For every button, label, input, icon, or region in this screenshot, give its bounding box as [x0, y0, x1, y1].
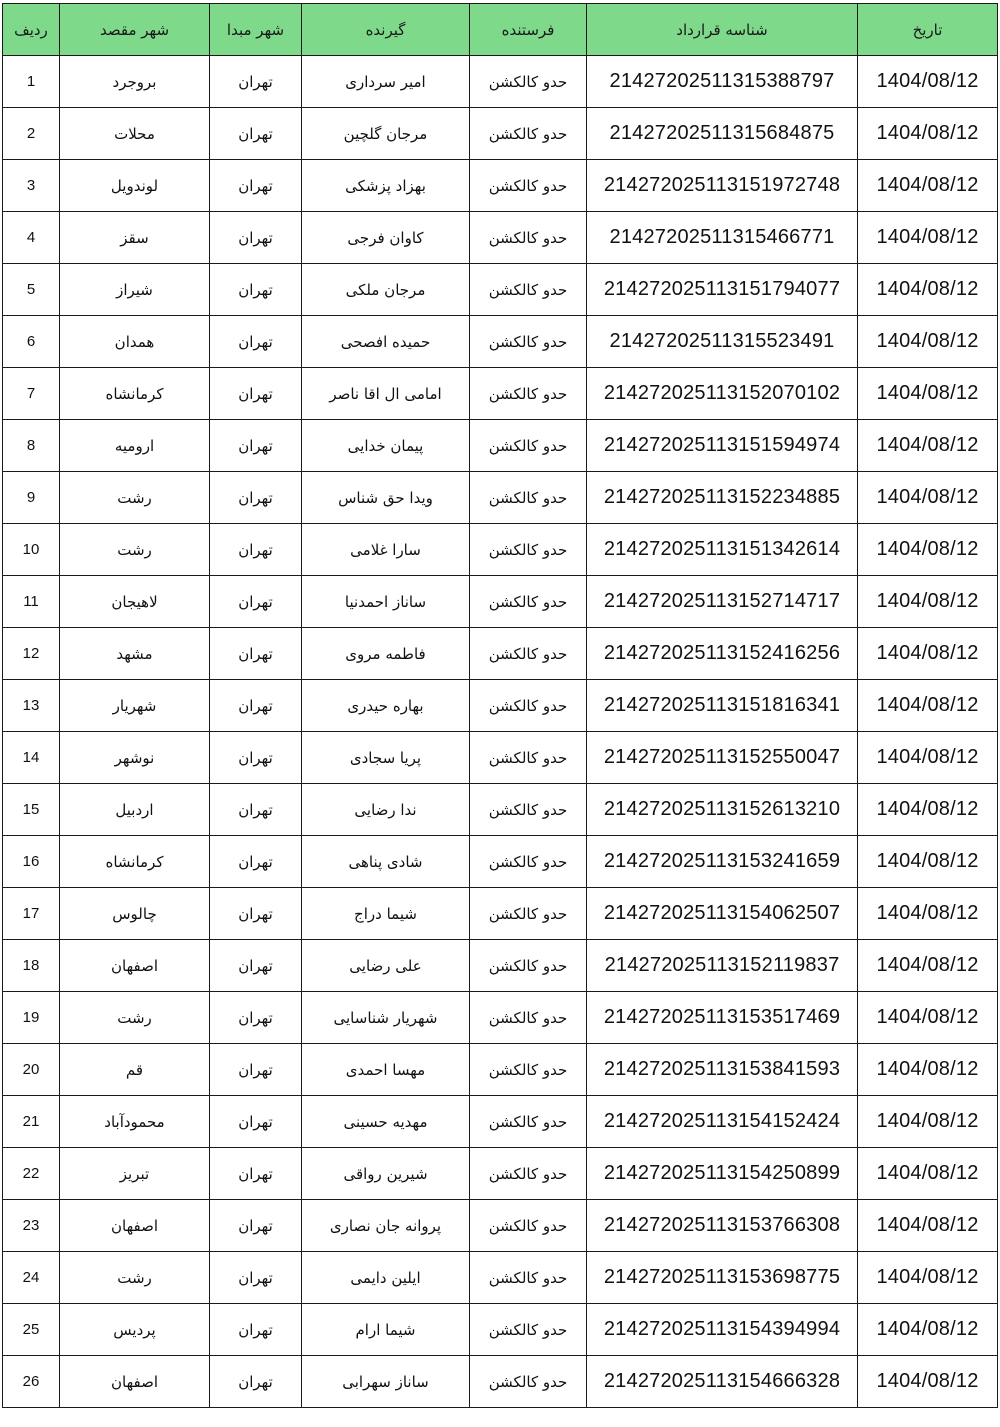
cell-sender-name: حدو کالکشن — [470, 680, 587, 732]
cell-origin-city: تهران — [210, 784, 302, 836]
cell-contract-id: 214272025113151972748 — [587, 160, 858, 212]
cell-receiver-name: امامی ال اقا ناصر — [302, 368, 470, 420]
cell-contract-id: 214272025113153766308 — [587, 1200, 858, 1252]
cell-row-number: 11 — [3, 576, 60, 628]
cell-destination-city: اصفهان — [60, 1200, 210, 1252]
cell-contract-id: 214272025113153698775 — [587, 1252, 858, 1304]
cell-sender-name: حدو کالکشن — [470, 1252, 587, 1304]
cell-origin-city: تهران — [210, 1096, 302, 1148]
cell-row-number: 18 — [3, 940, 60, 992]
cell-destination-city: مشهد — [60, 628, 210, 680]
table-body — [3, 56, 998, 1408]
table-row — [3, 264, 998, 316]
cell-origin-city: تهران — [210, 940, 302, 992]
cell-receiver-name: پیمان خدایی — [302, 420, 470, 472]
cell-contract-id: 214272025113154250899 — [587, 1148, 858, 1200]
table-row — [3, 108, 998, 160]
cell-destination-city: اردبیل — [60, 784, 210, 836]
cell-destination-city: بروجرد — [60, 56, 210, 108]
cell-contract-id: 214272025113152070102 — [587, 368, 858, 420]
cell-receiver-name: پریا سجادی — [302, 732, 470, 784]
table-row — [3, 732, 998, 784]
table-row — [3, 1096, 998, 1148]
cell-origin-city: تهران — [210, 1148, 302, 1200]
cell-receiver-name: شهریار شناسایی — [302, 992, 470, 1044]
cell-sender-name: حدو کالکشن — [470, 628, 587, 680]
cell-contract-id: 21427202511315466771 — [587, 212, 858, 264]
cell-date: 1404/08/12 — [858, 1096, 998, 1148]
cell-date: 1404/08/12 — [858, 992, 998, 1044]
cell-date: 1404/08/12 — [858, 420, 998, 472]
cell-sender-name: حدو کالکشن — [470, 1304, 587, 1356]
cell-row-number: 22 — [3, 1148, 60, 1200]
cell-origin-city: تهران — [210, 420, 302, 472]
cell-sender-name: حدو کالکشن — [470, 472, 587, 524]
header-origin-city: شهر مبدا — [210, 4, 302, 56]
cell-date: 1404/08/12 — [858, 1200, 998, 1252]
table-row — [3, 368, 998, 420]
table-row — [3, 680, 998, 732]
cell-destination-city: لاهیجان — [60, 576, 210, 628]
header-destination-city: شهر مقصد — [60, 4, 210, 56]
cell-row-number: 25 — [3, 1304, 60, 1356]
cell-contract-id: 214272025113151794077 — [587, 264, 858, 316]
cell-origin-city: تهران — [210, 524, 302, 576]
cell-destination-city: پردیس — [60, 1304, 210, 1356]
cell-sender-name: حدو کالکشن — [470, 1356, 587, 1408]
table-row — [3, 1148, 998, 1200]
cell-contract-id: 214272025113153241659 — [587, 836, 858, 888]
table-row — [3, 472, 998, 524]
cell-destination-city: اصفهان — [60, 1356, 210, 1408]
table-row — [3, 992, 998, 1044]
cell-date: 1404/08/12 — [858, 940, 998, 992]
cell-destination-city: لوندویل — [60, 160, 210, 212]
cell-receiver-name: مرجان ملکی — [302, 264, 470, 316]
cell-row-number: 20 — [3, 1044, 60, 1096]
cell-row-number: 24 — [3, 1252, 60, 1304]
cell-origin-city: تهران — [210, 732, 302, 784]
cell-receiver-name: شادی پناهی — [302, 836, 470, 888]
cell-date: 1404/08/12 — [858, 1044, 998, 1096]
cell-destination-city: شیراز — [60, 264, 210, 316]
table-row — [3, 56, 998, 108]
cell-receiver-name: بهزاد پزشکی — [302, 160, 470, 212]
table-row — [3, 524, 998, 576]
header-contract-id: شناسه قرارداد — [587, 4, 858, 56]
cell-contract-id: 2142720251131538879​7 — [587, 56, 858, 108]
cell-sender-name: حدو کالکشن — [470, 576, 587, 628]
cell-receiver-name: علی رضایی — [302, 940, 470, 992]
cell-destination-city: رشت — [60, 472, 210, 524]
cell-row-number: 21 — [3, 1096, 60, 1148]
cell-origin-city: تهران — [210, 160, 302, 212]
cell-date: 1404/08/12 — [858, 524, 998, 576]
cell-origin-city: تهران — [210, 680, 302, 732]
cell-origin-city: تهران — [210, 472, 302, 524]
table-row — [3, 160, 998, 212]
cell-receiver-name: سارا غلامی — [302, 524, 470, 576]
cell-date: 1404/08/12 — [858, 1356, 998, 1408]
cell-destination-city: کرمانشاه — [60, 368, 210, 420]
cell-receiver-name: ساناز سهرابی — [302, 1356, 470, 1408]
cell-sender-name: حدو کالکشن — [470, 368, 587, 420]
cell-destination-city: رشت — [60, 1252, 210, 1304]
table-row — [3, 888, 998, 940]
cell-row-number: 12 — [3, 628, 60, 680]
cell-row-number: 6 — [3, 316, 60, 368]
cell-receiver-name: پروانه جان نصاری — [302, 1200, 470, 1252]
cell-destination-city: محلات — [60, 108, 210, 160]
cell-row-number: 23 — [3, 1200, 60, 1252]
cell-receiver-name: مهسا احمدی — [302, 1044, 470, 1096]
cell-sender-name: حدو کالکشن — [470, 316, 587, 368]
cell-receiver-name: ایلین دایمی — [302, 1252, 470, 1304]
cell-origin-city: تهران — [210, 836, 302, 888]
cell-contract-id: 21427202511315523491 — [587, 316, 858, 368]
cell-origin-city: تهران — [210, 368, 302, 420]
cell-row-number: 8 — [3, 420, 60, 472]
cell-sender-name: حدو کالکشن — [470, 784, 587, 836]
cell-date: 1404/08/12 — [858, 1148, 998, 1200]
header-row — [3, 4, 998, 56]
cell-row-number: 7 — [3, 368, 60, 420]
cell-date: 1404/08/12 — [858, 732, 998, 784]
cell-receiver-name: کاوان فرجی — [302, 212, 470, 264]
cell-sender-name: حدو کالکشن — [470, 992, 587, 1044]
cell-destination-city: قم — [60, 1044, 210, 1096]
header-receiver: گیرنده — [302, 4, 470, 56]
table-row — [3, 420, 998, 472]
cell-sender-name: حدو کالکشن — [470, 160, 587, 212]
cell-destination-city: محمودآباد — [60, 1096, 210, 1148]
cell-origin-city: تهران — [210, 992, 302, 1044]
cell-contract-id: 214272025113154666328 — [587, 1356, 858, 1408]
cell-sender-name: حدو کالکشن — [470, 420, 587, 472]
cell-row-number: 13 — [3, 680, 60, 732]
cell-sender-name: حدو کالکشن — [470, 56, 587, 108]
cell-sender-name: حدو کالکشن — [470, 1148, 587, 1200]
cell-date: 1404/08/12 — [858, 576, 998, 628]
cell-origin-city: تهران — [210, 264, 302, 316]
cell-origin-city: تهران — [210, 108, 302, 160]
cell-contract-id: 214272025113152613210 — [587, 784, 858, 836]
cell-origin-city: تهران — [210, 1356, 302, 1408]
table-row — [3, 1304, 998, 1356]
cell-origin-city: تهران — [210, 316, 302, 368]
cell-destination-city: رشت — [60, 992, 210, 1044]
header-row-number: ردیف — [3, 4, 60, 56]
cell-receiver-name: شیما ارام — [302, 1304, 470, 1356]
table-row — [3, 784, 998, 836]
cell-receiver-name: فاطمه مروی — [302, 628, 470, 680]
cell-row-number: 1 — [3, 56, 60, 108]
cell-row-number: 19 — [3, 992, 60, 1044]
cell-date: 1404/08/12 — [858, 472, 998, 524]
cell-date: 1404/08/12 — [858, 160, 998, 212]
cell-row-number: 17 — [3, 888, 60, 940]
cell-contract-id: 214272025113153517469 — [587, 992, 858, 1044]
cell-destination-city: شهریار — [60, 680, 210, 732]
cell-sender-name: حدو کالکشن — [470, 524, 587, 576]
cell-origin-city: تهران — [210, 1044, 302, 1096]
cell-row-number: 26 — [3, 1356, 60, 1408]
cell-sender-name: حدو کالکشن — [470, 1096, 587, 1148]
table-row — [3, 212, 998, 264]
table-row — [3, 1200, 998, 1252]
table-row — [3, 576, 998, 628]
cell-date: 1404/08/12 — [858, 888, 998, 940]
cell-date: 1404/08/12 — [858, 784, 998, 836]
cell-sender-name: حدو کالکشن — [470, 888, 587, 940]
cell-sender-name: حدو کالکشن — [470, 732, 587, 784]
cell-row-number: 15 — [3, 784, 60, 836]
cell-date: 1404/08/12 — [858, 1304, 998, 1356]
cell-destination-city: چالوس — [60, 888, 210, 940]
header-sender: فرستنده — [470, 4, 587, 56]
cell-date: 1404/08/12 — [858, 368, 998, 420]
cell-contract-id: 214272025113153841593 — [587, 1044, 858, 1096]
cell-date: 1404/08/12 — [858, 628, 998, 680]
cell-origin-city: تهران — [210, 1304, 302, 1356]
cell-contract-id: 214272025113151594974 — [587, 420, 858, 472]
table-row — [3, 940, 998, 992]
cell-receiver-name: شیرین رواقی — [302, 1148, 470, 1200]
cell-destination-city: تبریز — [60, 1148, 210, 1200]
table-row — [3, 628, 998, 680]
cell-origin-city: تهران — [210, 576, 302, 628]
cell-destination-city: رشت — [60, 524, 210, 576]
cell-origin-city: تهران — [210, 212, 302, 264]
cell-row-number: 4 — [3, 212, 60, 264]
shipment-table — [2, 3, 998, 1408]
cell-receiver-name: ویدا حق شناس — [302, 472, 470, 524]
cell-contract-id: 214272025113152416256 — [587, 628, 858, 680]
cell-destination-city: اصفهان — [60, 940, 210, 992]
header-date: تاریخ — [858, 4, 998, 56]
cell-contract-id: 214272025113151342614 — [587, 524, 858, 576]
cell-contract-id: 214272025113154152424 — [587, 1096, 858, 1148]
cell-contract-id: 214272025113154062507 — [587, 888, 858, 940]
cell-receiver-name: امیر سرداری — [302, 56, 470, 108]
cell-origin-city: تهران — [210, 1252, 302, 1304]
cell-date: 1404/08/12 — [858, 212, 998, 264]
cell-date: 1404/08/12 — [858, 836, 998, 888]
cell-contract-id: 214272025113152234885 — [587, 472, 858, 524]
cell-contract-id: 214272025113152119837 — [587, 940, 858, 992]
cell-origin-city: تهران — [210, 56, 302, 108]
cell-receiver-name: ندا رضایی — [302, 784, 470, 836]
cell-origin-city: تهران — [210, 888, 302, 940]
cell-row-number: 9 — [3, 472, 60, 524]
cell-row-number: 3 — [3, 160, 60, 212]
cell-date: 1404/08/12 — [858, 264, 998, 316]
cell-row-number: 14 — [3, 732, 60, 784]
cell-sender-name: حدو کالکشن — [470, 108, 587, 160]
cell-sender-name: حدو کالکشن — [470, 940, 587, 992]
cell-sender-name: حدو کالکشن — [470, 264, 587, 316]
table-row — [3, 1356, 998, 1408]
cell-origin-city: تهران — [210, 628, 302, 680]
cell-receiver-name: مرجان گلچین — [302, 108, 470, 160]
cell-date: 1404/08/12 — [858, 680, 998, 732]
table-row — [3, 836, 998, 888]
cell-receiver-name: حمیده افصحی — [302, 316, 470, 368]
cell-contract-id: 214272025113152714717 — [587, 576, 858, 628]
cell-receiver-name: بهاره حیدری — [302, 680, 470, 732]
cell-destination-city: ارومیه — [60, 420, 210, 472]
cell-sender-name: حدو کالکشن — [470, 1044, 587, 1096]
cell-row-number: 16 — [3, 836, 60, 888]
cell-receiver-name: مهدیه حسینی — [302, 1096, 470, 1148]
table-row — [3, 1252, 998, 1304]
cell-destination-city: نوشهر — [60, 732, 210, 784]
cell-contract-id: 21427202511315684875 — [587, 108, 858, 160]
cell-contract-id: 214272025113154394994 — [587, 1304, 858, 1356]
cell-destination-city: سقز — [60, 212, 210, 264]
cell-row-number: 10 — [3, 524, 60, 576]
cell-contract-id: 214272025113151816341 — [587, 680, 858, 732]
cell-date: 1404/08/12 — [858, 56, 998, 108]
cell-sender-name: حدو کالکشن — [470, 836, 587, 888]
cell-date: 1404/08/12 — [858, 108, 998, 160]
table-header — [3, 4, 998, 56]
cell-destination-city: کرمانشاه — [60, 836, 210, 888]
cell-row-number: 2 — [3, 108, 60, 160]
cell-date: 1404/08/12 — [858, 316, 998, 368]
cell-row-number: 5 — [3, 264, 60, 316]
cell-receiver-name: شیما دراج — [302, 888, 470, 940]
cell-destination-city: همدان — [60, 316, 210, 368]
cell-contract-id: 214272025113152550047 — [587, 732, 858, 784]
cell-receiver-name: ساناز احمدنیا — [302, 576, 470, 628]
cell-sender-name: حدو کالکشن — [470, 212, 587, 264]
cell-sender-name: حدو کالکشن — [470, 1200, 587, 1252]
table-row — [3, 1044, 998, 1096]
cell-origin-city: تهران — [210, 1200, 302, 1252]
table-row — [3, 316, 998, 368]
cell-date: 1404/08/12 — [858, 1252, 998, 1304]
